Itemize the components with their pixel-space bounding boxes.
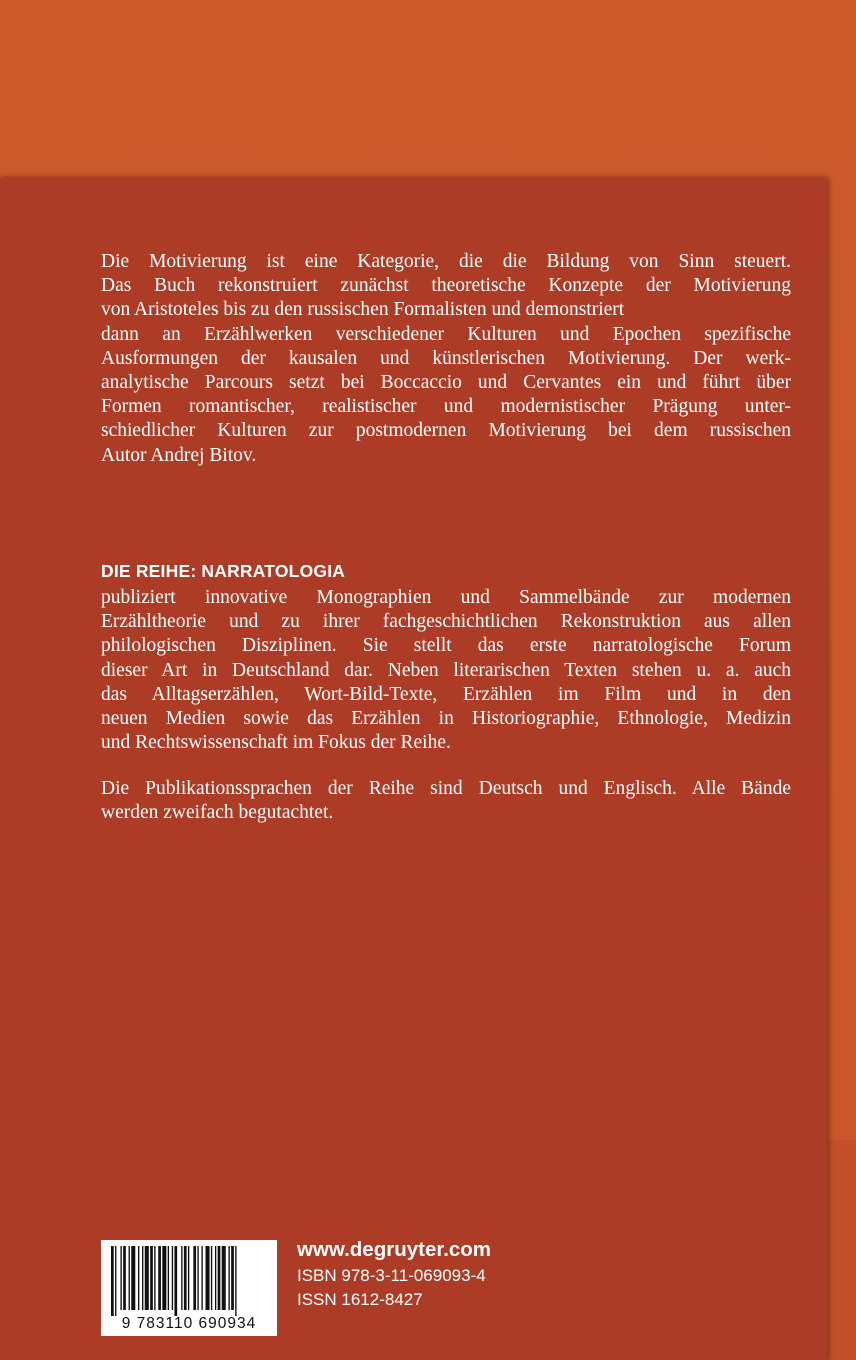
- barcode-bar: [211, 1246, 212, 1310]
- barcode-bar: [184, 1246, 187, 1310]
- series-line: philologischen Disziplinen. Sie stellt das erste narratologische Forum: [101, 635, 791, 657]
- barcode-bars: [101, 1240, 277, 1316]
- barcode-bar: [197, 1246, 198, 1310]
- series-heading: DIE REIHE: NARRATOLOGIA: [101, 561, 346, 581]
- barcode-bar: [120, 1246, 121, 1310]
- barcode-bar: [168, 1246, 169, 1310]
- series-line: Erzähltheorie und zu ihrer fachgeschichtlichen Rekonstruktion aus allen: [101, 611, 791, 633]
- barcode-bar: [188, 1246, 189, 1310]
- isbn-number: ISBN 978-3-11-069093-4: [297, 1266, 486, 1285]
- barcode-bar: [228, 1246, 229, 1310]
- barcode-bar: [145, 1246, 149, 1310]
- isbn-barcode: [101, 1240, 277, 1336]
- publisher-info: [297, 1236, 491, 1312]
- barcode-bar: [222, 1246, 226, 1310]
- cover-edge-strip: [827, 1140, 856, 1360]
- barcode-bar: [123, 1246, 126, 1310]
- book-description: [101, 250, 791, 468]
- barcode-bar: [129, 1246, 130, 1310]
- barcode-bar: [231, 1246, 234, 1310]
- series-line: und Rechtswissenschaft im Fokus der Reihe.: [101, 732, 451, 754]
- barcode-bar: [206, 1246, 210, 1310]
- description-line: Die Motivierung ist eine Kategorie, die die Bildung von Sinn steuert.: [101, 251, 791, 272]
- barcode-bar: [115, 1246, 116, 1316]
- series-line: das Alltagserzählen, Wort-Bild-Texte, Erzählen im Film und in den: [101, 683, 791, 705]
- barcode-bar: [193, 1246, 196, 1310]
- barcode-bar: [181, 1246, 182, 1310]
- description-line: Das Buch rekonstruiert zunächst theoretische Konzepte der Motivierung: [101, 275, 791, 297]
- description-line: Autor Andrej Bitov.: [101, 444, 257, 466]
- barcode-bar: [201, 1246, 202, 1310]
- description-line: analytische Parcours setzt bei Boccaccio und Cervantes ein und führt über: [101, 372, 791, 394]
- publisher-url: www.degruyter.com: [297, 1238, 492, 1261]
- series-line: publiziert innovative Monographien und Sammelbände zur modernen: [101, 587, 791, 608]
- issn-number: ISSN 1612-8427: [297, 1290, 423, 1309]
- series-line: neuen Medien sowie das Erzählen in Historiographie, Ethnologie, Medizin: [101, 708, 791, 730]
- barcode-bar: [172, 1246, 173, 1310]
- barcode-bar: [174, 1246, 177, 1316]
- description-line: dann an Erzählwerken verschiedener Kulturen und Epochen spezifische: [101, 323, 791, 345]
- barcode-bar: [142, 1246, 143, 1310]
- barcode-bar: [131, 1246, 135, 1310]
- description-line: Ausformungen der kausalen und künstlerischen Motivierung. Der werk-: [101, 347, 791, 369]
- barcode-bar: [138, 1246, 139, 1310]
- languages-line: Die Publikationssprachen der Reihe sind Deutsch und Englisch. Alle Bände: [101, 778, 791, 799]
- series-description: [101, 586, 791, 755]
- barcode-bar: [111, 1246, 114, 1316]
- barcode-bar: [162, 1246, 166, 1310]
- barcode-bar: [235, 1246, 236, 1316]
- barcode-bar: [154, 1246, 155, 1310]
- description-line: von Aristoteles bis zu den russischen Formalisten und demonstriert: [101, 299, 625, 321]
- series-line: dieser Art in Deutschland dar. Neben literarischen Texten stehen u. a. auch: [101, 659, 791, 681]
- description-line: Formen romantischer, realistischer und modernistischer Prägung unter-: [101, 396, 791, 418]
- publication-languages: [101, 777, 791, 825]
- barcode-bar: [158, 1246, 161, 1310]
- languages-line: werden zweifach begutachtet.: [101, 802, 334, 824]
- barcode-bar: [215, 1246, 216, 1310]
- barcode-bar: [150, 1246, 153, 1310]
- barcode-digits: 9 783110 690934: [121, 1315, 257, 1332]
- description-line: schiedlicher Kulturen zur postmodernen Motivierung bei dem russischen: [101, 420, 791, 442]
- barcode-bar: [218, 1246, 221, 1310]
